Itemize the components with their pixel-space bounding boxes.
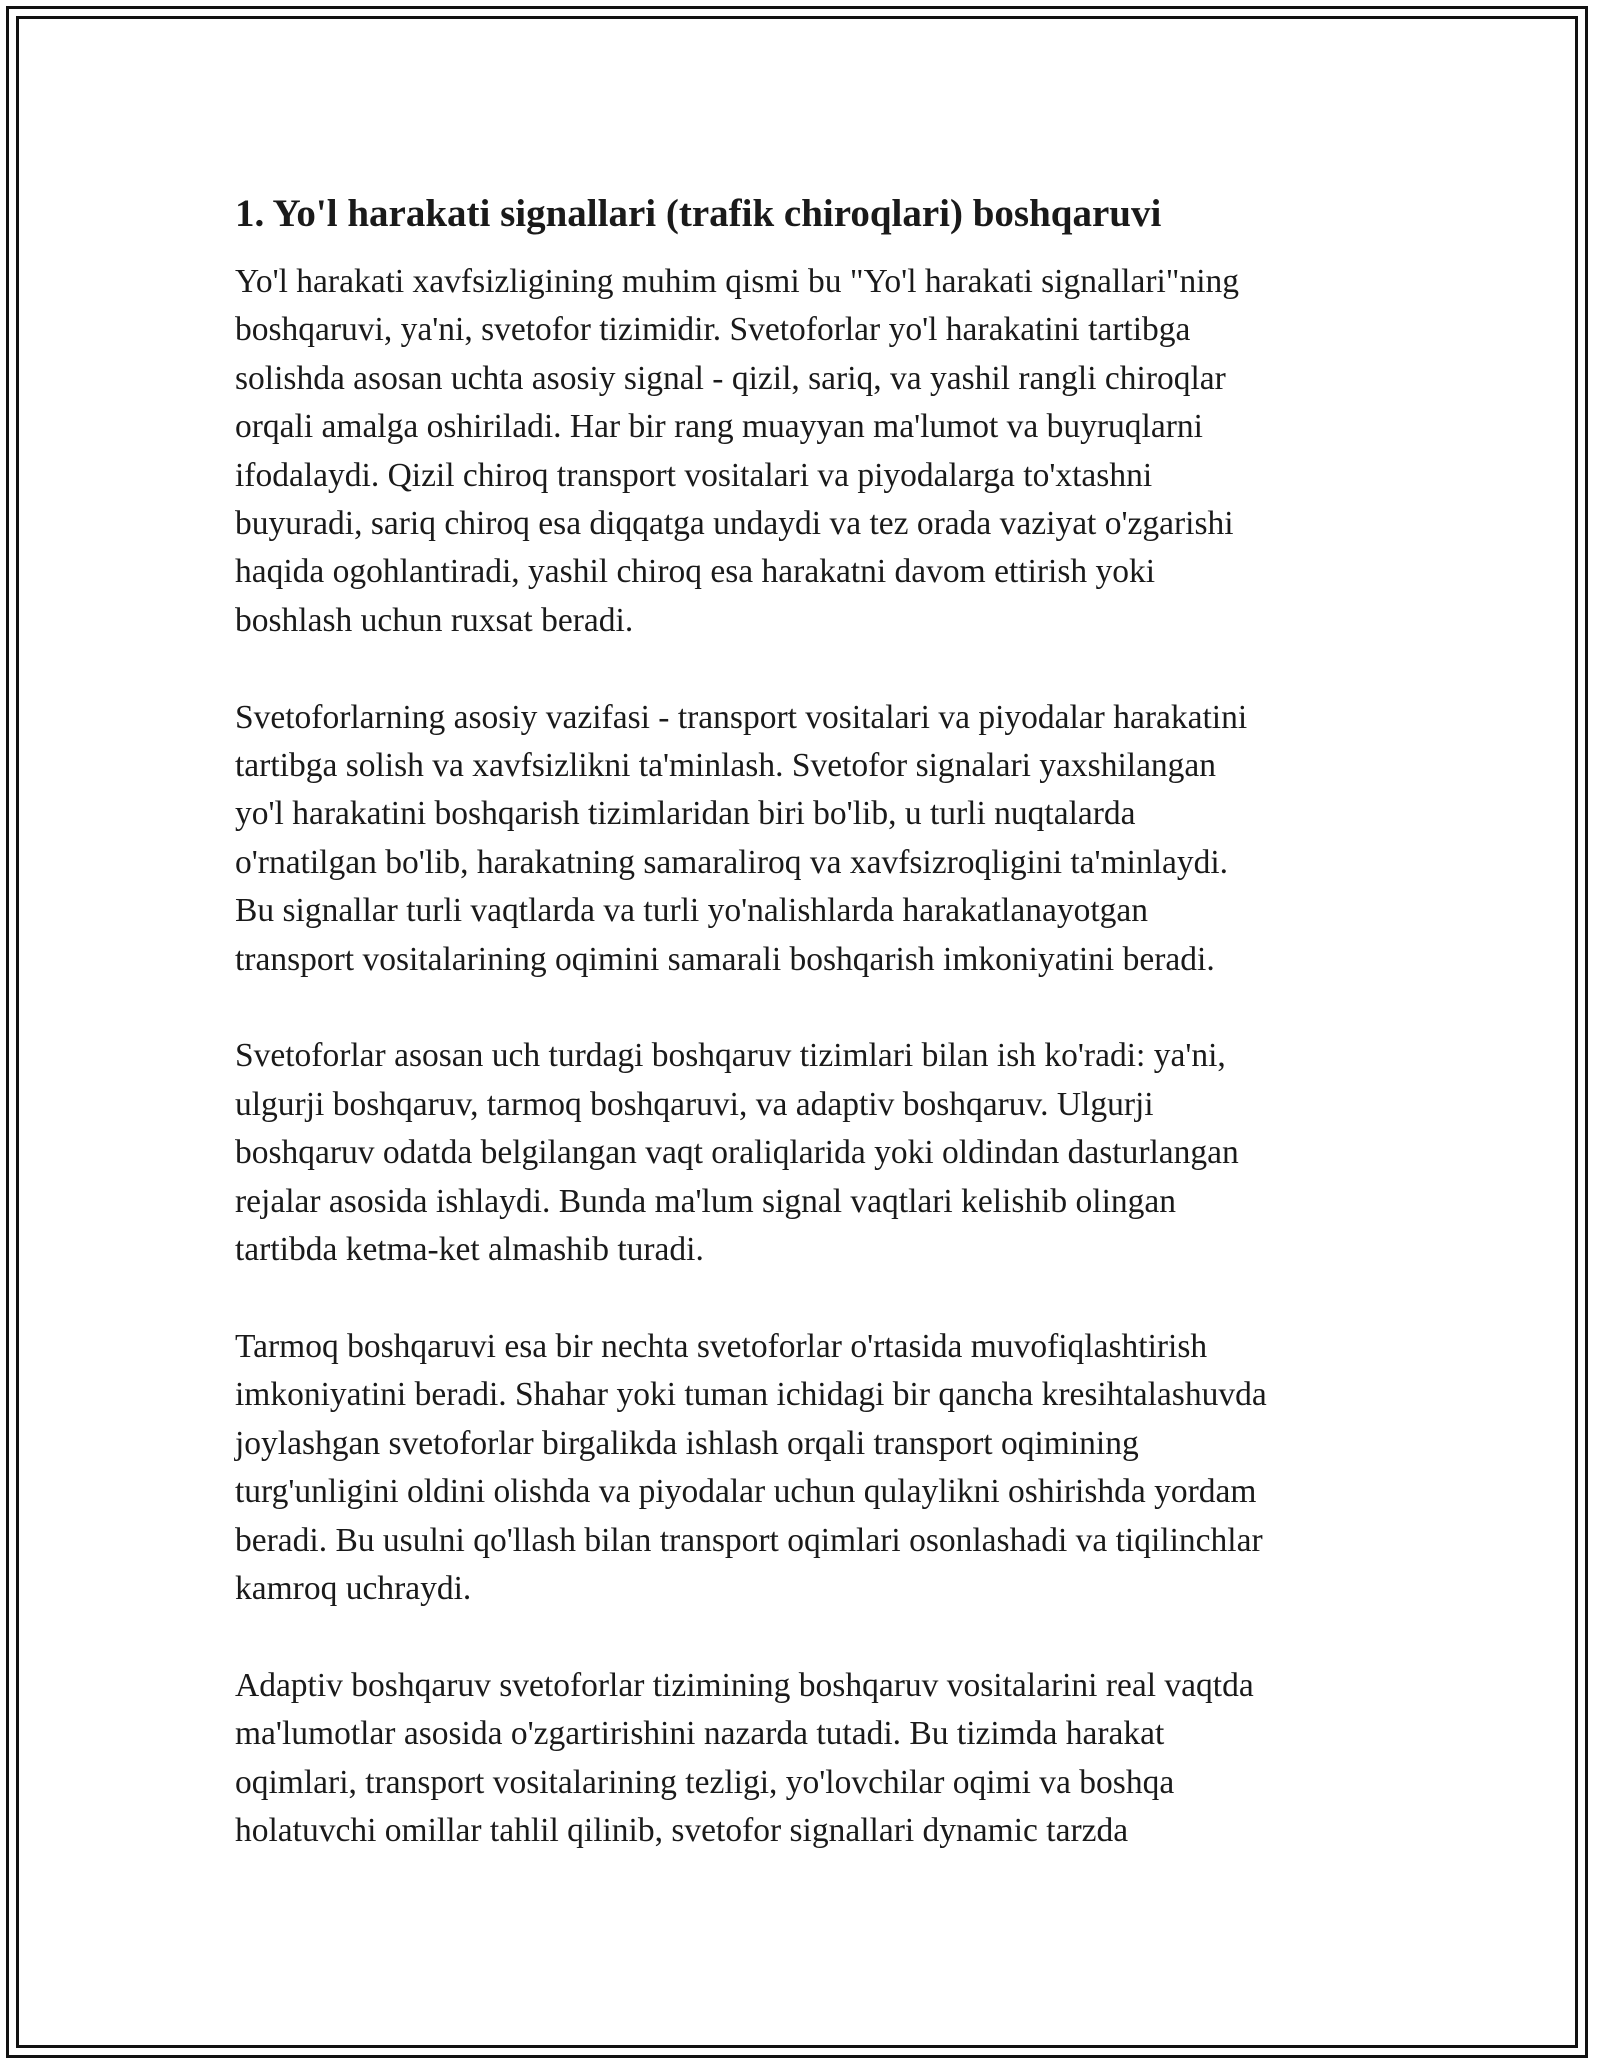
text-line: solishda asosan uchta asosiy signal - qizil, sariq, va yashil rangli chiroqlar [235, 359, 1226, 397]
text-line: boshqaruvi, ya'ni, svetofor tizimidir. Svetoforlar yo'l harakatini tartibga [235, 311, 1191, 349]
paragraph [235, 258, 1385, 645]
text-line: haqida ogohlantiradi, yashil chiroq esa harakatni davom ettirish yoki [235, 553, 1156, 591]
text-line: ifodalaydi. Qizil chiroq transport vositalari va piyodalarga to'xtashni [235, 456, 1153, 494]
text-line: o'rnatilgan bo'lib, harakatning samaraliroq va xavfsizroqligini ta'minlaydi. [235, 843, 1229, 881]
text-line: boshlash uchun ruxsat beradi. [235, 601, 634, 639]
text-line: ma'lumotlar asosida o'zgartirishini nazarda tutadi. Bu tizimda harakat [235, 1715, 1165, 1753]
text-line: tartibda ketma-ket almashib turadi. [235, 1231, 704, 1269]
text-line: Adaptiv boshqaruv svetoforlar tizimining boshqaruv vositalarini real vaqtda [235, 1666, 1254, 1704]
text-line: Yo'l harakati xavfsizligining muhim qismi bu "Yo'l harakati signallari"ning [235, 263, 1240, 300]
text-line: holatuvchi omillar tahlil qilinib, svetofor signallari dynamic tarzda [235, 1811, 1129, 1849]
paragraph [235, 694, 1385, 984]
text-line: boshqaruv odatda belgilangan vaqt oraliqlarida yoki oldindan dasturlangan [235, 1134, 1239, 1172]
section-heading: 1. Yo'l harakati signallari (trafik chiroqlari) boshqaruvi [235, 192, 1162, 235]
text-line: oqimlari, transport vositalarining tezligi, yo'lovchilar oqimi va boshqa [235, 1763, 1175, 1801]
paragraph [235, 1662, 1385, 1856]
text-line: kamroq uchraydi. [235, 1569, 472, 1607]
text-line: joylashgan svetoforlar birgalikda ishlash orqali transport oqimining [235, 1424, 1139, 1462]
paragraph-list [235, 258, 1385, 1855]
text-line: buyuradi, sariq chiroq esa diqqatga undaydi va tez orada vaziyat o'zgarishi [235, 505, 1234, 543]
text-line: Svetoforlar asosan uch turdagi boshqaruv tizimlari bilan ish ko'radi: ya'ni, [235, 1037, 1226, 1075]
text-line: orqali amalga oshiriladi. Har bir rang muayyan ma'lumot va buyruqlarni [235, 408, 1203, 446]
text-line: transport vositalarining oqimini samarali boshqarish imkoniyatini beradi. [235, 940, 1215, 978]
text-line: beradi. Bu usulni qo'llash bilan transport oqimlari osonlashadi va tiqilinchlar [235, 1521, 1263, 1559]
text-line: turg'unligini oldini olishda va piyodalar uchun qulaylikni oshirishda yordam [235, 1473, 1257, 1511]
paragraph [235, 1323, 1385, 1613]
text-line: Tarmoq boshqaruvi esa bir nechta svetoforlar o'rtasida muvofiqlashtirish [235, 1327, 1208, 1365]
document-body [235, 188, 1385, 1855]
text-line: Svetoforlarning asosiy vazifasi - transport vositalari va piyodalar harakatini [235, 698, 1248, 736]
text-line: Bu signallar turli vaqtlarda va turli yo'nalishlarda harakatlanayotgan [235, 892, 1149, 930]
text-line: ulgurji boshqaruv, tarmoq boshqaruvi, va adaptiv boshqaruv. Ulgurji [235, 1085, 1154, 1123]
text-line: rejalar asosida ishlaydi. Bunda ma'lum signal vaqtlari kelishib olingan [235, 1182, 1177, 1220]
text-line: tartibga solish va xavfsizlikni ta'minlash. Svetofor signalari yaxshilangan [235, 747, 1217, 785]
text-line: imkoniyatini beradi. Shahar yoki tuman ichidagi bir qancha kresihtalashuvda [235, 1376, 1267, 1414]
text-line: yo'l harakatini boshqarish tizimlaridan biri bo'lib, u turli nuqtalarda [235, 795, 1136, 833]
paragraph [235, 1032, 1385, 1274]
